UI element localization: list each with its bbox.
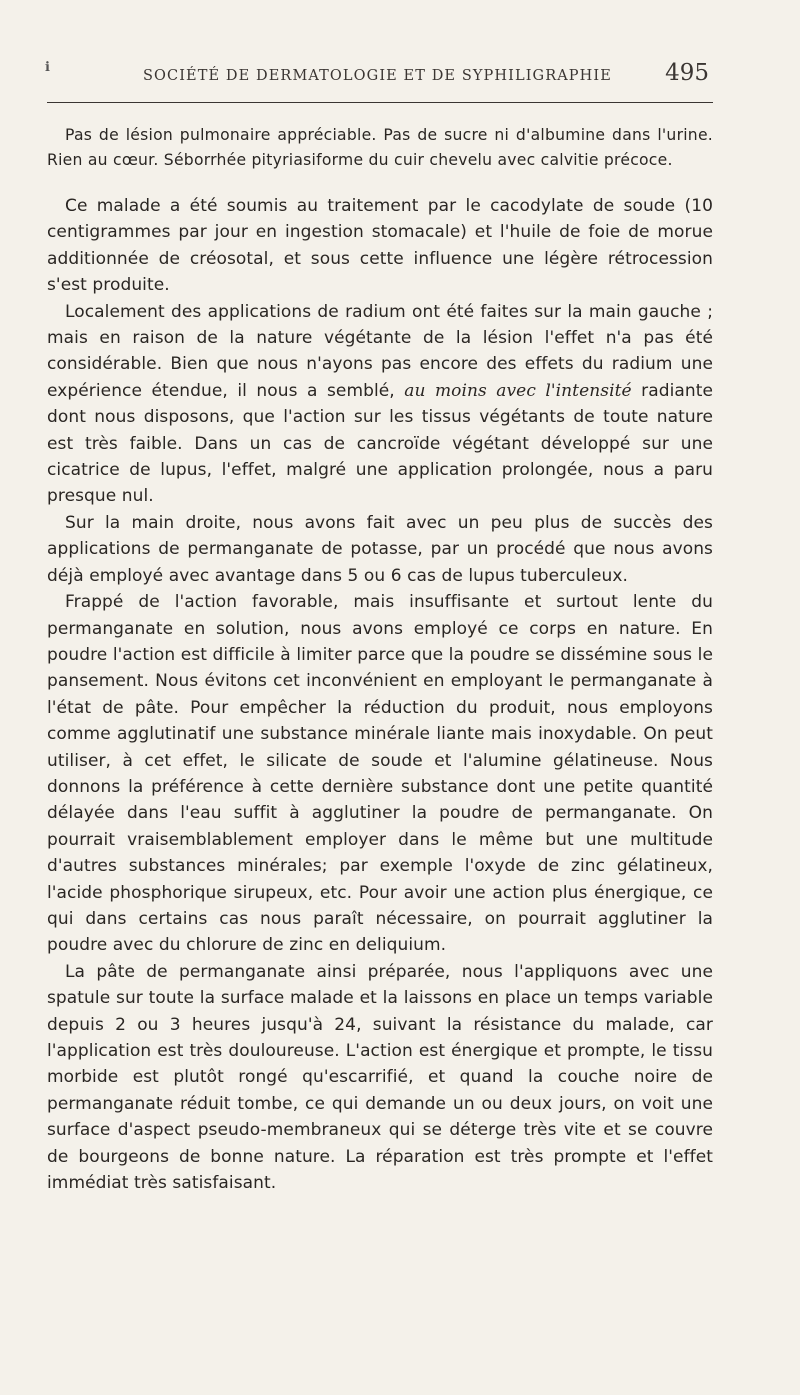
margin-mark: ℹ	[45, 60, 50, 75]
page-body	[47, 123, 713, 1196]
page-number: 495	[665, 60, 709, 86]
paragraph-6: La pâte de permanganate ainsi préparée, nous l'appliquons avec une spatule sur toute la surface malade et la laissons en place un temps variable depuis 2 ou 3 heures jusqu'à 24, suivant la résistance du malade, car l'application est très douloureuse. L'action est énergique et prompte, le tissu morbide est plutôt rongé qu'escarrifié, et quand la couche noire de permanganate réduit tombe, ce qui demande un ou deux jours, on voit une surface d'aspect pseudo-membraneux qui se déterge très vite et se couvre de bourgeons de bonne nature. La réparation est très prompte et l'effet immédiat très satisfaisant.	[47, 961, 713, 1194]
paragraph-1: Pas de lésion pulmonaire appréciable. Pas de sucre ni d'albumine dans l'urine. Rien au cœur. Séborrhée pityriasiforme du cuir chevelu avec calvitie précoce.	[47, 126, 713, 169]
paragraph-5: Frappé de l'action favorable, mais insuffisante et surtout lente du permanganate en solution, nous avons employé ce corps en nature. En poudre l'action est difficile à limiter parce que la poudre se dissémine sous le pansement. Nous évitons cet inconvénient en employant le permanganate à l'état de pâte. Pour empêcher la réduction du produit, nous employons comme agglutinatif une substance minérale liante mais inoxydable. On peut utiliser, à cet effet, le silicate de soude et l'alumine gélatineuse. Nous donnons la préférence à cette dernière substance dont une petite quantité délayée dans l'eau suffit à agglutiner la poudre de permanganate. On pourrait vraisemblablement employer dans le même but une multitude d'autres substances minérales; par exemple l'oxyde de zinc gélatineux, l'acide phosphorique sirupeux, etc. Pour avoir une action plus énergique, ce qui dans certains cas nous paraît nécessaire, on pourrait agglutiner la poudre avec du chlorure de zinc en deliquium.	[47, 592, 713, 956]
paragraph-3	[47, 299, 713, 510]
paragraph-4: Sur la main droite, nous avons fait avec un peu plus de succès des applications de permanganate de potasse, par un procédé que nous avons déjà employé avec avantage dans 5 ou 6 cas de lupus tuberculeux.	[47, 512, 713, 586]
document-page	[47, 58, 713, 1196]
header-title: SOCIÉTÉ DE DERMATOLOGIE ET DE SYPHILIGRAPHIE	[143, 68, 612, 84]
running-header	[47, 58, 713, 103]
paragraph-3-italic: au moins avec l'intensité	[404, 380, 632, 401]
paragraph-2: Ce malade a été soumis au traitement par le cacodylate de soude (10 centigrammes par jour en ingestion stomacale) et l'huile de foie de morue additionnée de créosotal, et sous cette influence une légère rétrocession s'est produite.	[47, 196, 713, 296]
paragraph-3-part-2: radiante dont nous disposons, que l'action sur les tissus végétants de toute nature est très faible. Dans un cas de cancroïde végétant développé sur une cicatrice de lupus, l'effet, malgré une application prolongée, nous a paru presque nul.	[47, 380, 714, 507]
paragraph-3-part-1: Localement des applications de radium ont été faites sur la main gauche ; mais en raison de la nature végétante de la lésion l'effet n'a pas été considérable. Bien que nous n'ayons pas encore des effets du radium une expérience étendue, il nous a semblé,	[47, 301, 713, 401]
